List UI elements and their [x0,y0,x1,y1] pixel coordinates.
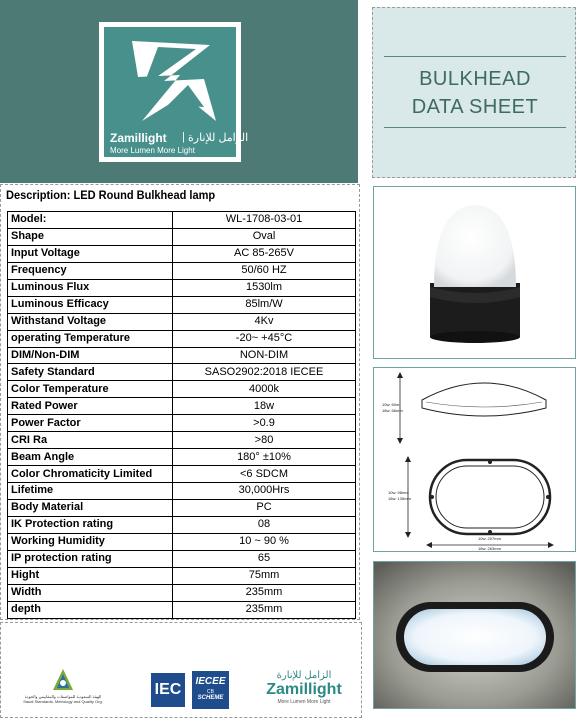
spec-table [7,211,356,619]
spec-row [8,347,356,364]
spec-row [8,313,356,330]
z-logo-icon [124,35,224,127]
spec-label: Working Humidity [8,533,173,550]
spec-row [8,296,356,313]
spec-row [8,516,356,533]
spec-label: Frequency [8,262,173,279]
installed-lamp-icon [374,562,575,708]
spec-value: 235mm [173,601,356,618]
spec-row [8,381,356,398]
spec-label: Safety Standard [8,364,173,381]
lamp-photo-icon [374,187,575,358]
spec-label: Color Chromaticity Limited [8,466,173,483]
iecee-cb-logo [192,671,229,709]
title-line-2: DATA SHEET [411,96,539,118]
spec-value: 4000k [173,381,356,398]
spec-row [8,567,356,584]
footer-brand-logo [249,670,359,714]
spec-label: Shape [8,228,173,245]
spec-label: Rated Power [8,398,173,415]
spec-value: Oval [173,228,356,245]
saso-emblem-icon [52,668,74,692]
iec-logo: IEC [151,673,185,707]
spec-row [8,466,356,483]
iecee-cb: CB [207,689,214,695]
footer-brand-arabic: الزامل للإنارة [276,670,332,681]
spec-value: 180° ±10% [173,449,356,466]
spec-value: >0.9 [173,415,356,432]
product-photo [373,186,576,359]
spec-row [8,550,356,567]
title-line-1: BULKHEAD [419,68,531,90]
saso-logo [18,668,108,712]
spec-value: 75mm [173,567,356,584]
spec-row [8,449,356,466]
top-width-b: 18w: 263mm [478,546,501,551]
top-depth-a: 10w: 98mm [388,490,409,495]
spec-row [8,415,356,432]
spec-value: -20~ +45°C [173,330,356,347]
top-depth-b: 18w: 135mm [388,496,411,501]
spec-value: AC 85-265V [173,245,356,262]
side-height-a: 10w: 60m [382,402,400,407]
spec-row [8,364,356,381]
spec-row [8,262,356,279]
spec-row [8,483,356,500]
spec-value: 18w [173,398,356,415]
spec-label: CRI Ra [8,432,173,449]
spec-label: Body Material [8,499,173,516]
logo-arabic-name: الزامل للإنارة [188,132,249,144]
logo-panel [104,27,249,157]
spec-row [8,212,356,229]
saso-arabic: الهيئة السعودية للمواصفات والمقاييس والجودة [24,694,102,699]
product-description: Description: LED Round Bulkhead lamp [6,188,216,202]
saso-english: Saudi Standards, Metrology and Quality Org. [23,699,103,704]
spec-label: Color Temperature [8,381,173,398]
spec-row [8,601,356,618]
spec-value: 85lm/W [173,296,356,313]
spec-label: Input Voltage [8,245,173,262]
spec-label: DIM/Non-DIM [8,347,173,364]
dimension-drawing [373,367,576,552]
spec-value: <6 SDCM [173,466,356,483]
footer-brand-name: Zamillight [266,681,342,698]
spec-value: 08 [173,516,356,533]
spec-value: 30,000Hrs [173,483,356,500]
spec-row [8,584,356,601]
spec-label: Power Factor [8,415,173,432]
logo-brand-name: Zamillight [110,131,167,145]
spec-value: 1530lm [173,279,356,296]
spec-label: Lifetime [8,483,173,500]
spec-label: Hight [8,567,173,584]
spec-value: 50/60 HZ [173,262,356,279]
spec-row [8,398,356,415]
logo-tagline: More Lumen More Light [110,146,195,155]
brand-logo [99,22,249,162]
spec-label: depth [8,601,173,618]
spec-label: Luminous Flux [8,279,173,296]
iecee-scheme: SCHEME [197,695,224,701]
spec-label: Model: [8,212,173,229]
spec-row [8,533,356,550]
spec-value: 235mm [173,584,356,601]
page-title [384,56,566,128]
spec-value: 10 ~ 90 % [173,533,356,550]
spec-value: 4Kv [173,313,356,330]
logo-separator: | [182,131,185,143]
spec-value: WL-1708-03-01 [173,212,356,229]
spec-label: Withstand Voltage [8,313,173,330]
spec-row [8,245,356,262]
spec-value: NON-DIM [173,347,356,364]
side-height-b: 18w: 66mm [382,408,403,413]
spec-row [8,432,356,449]
dimension-drawing-icon [374,368,575,551]
spec-row [8,330,356,347]
spec-value: PC [173,499,356,516]
spec-label: IK Protection rating [8,516,173,533]
top-width-a: 10w: 207mm [478,536,501,541]
spec-value: >80 [173,432,356,449]
spec-label: IP protection rating [8,550,173,567]
spec-value: 65 [173,550,356,567]
spec-label: Beam Angle [8,449,173,466]
spec-label: Width [8,584,173,601]
installed-photo [373,561,576,709]
spec-row [8,279,356,296]
footer-brand-tagline: More Lumen More Light [277,699,331,705]
spec-label: Luminous Efficacy [8,296,173,313]
spec-value: SASO2902:2018 IECEE [173,364,356,381]
iecee-text: IECEE [195,676,226,687]
spec-label: operating Temperature [8,330,173,347]
spec-row [8,228,356,245]
spec-row [8,499,356,516]
